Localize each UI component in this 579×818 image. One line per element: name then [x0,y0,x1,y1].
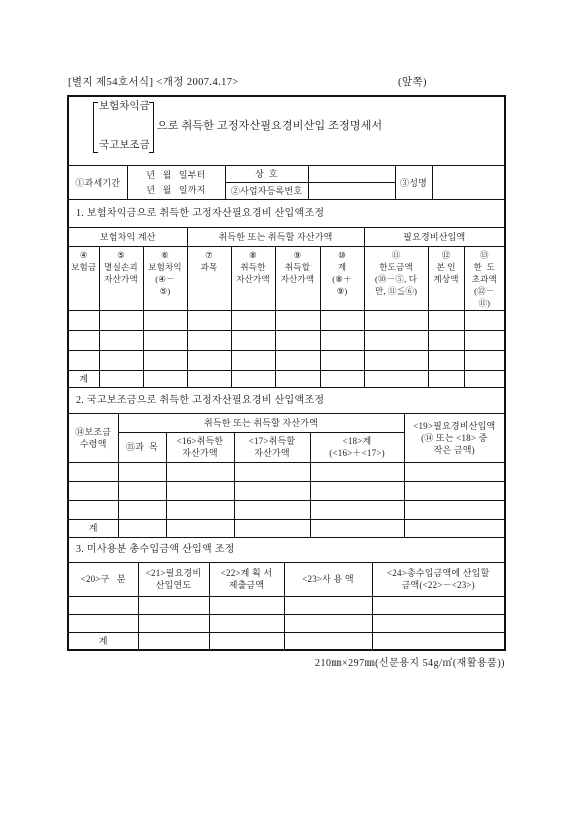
s1-col-total: ⑩ 계 (⑧＋ ⑨) [320,246,364,310]
s2-total-cell [166,519,234,537]
s2-data-cell [118,500,166,519]
s3-data-cell [372,614,504,632]
s1-total-label: 계 [69,370,99,387]
s1-data-cell [320,350,364,370]
s2-total-label: 계 [69,519,118,537]
title-option-insurance-gain: 보험차익금 [99,101,150,112]
s2-data-cell [310,500,404,519]
s1-col-lost-asset-value: ⑤ 멸실손괴 자산가액 [99,246,143,310]
s1-data-cell [143,350,187,370]
s1-total-cell [428,370,464,387]
s1-col-insurance-gain: ⑥ 보험차익 (④－ ⑤) [143,246,187,310]
s1-data-cell [320,330,364,350]
s2-data-cell [118,462,166,481]
s2-total-cell [404,519,504,537]
section3-table-block [69,563,504,649]
section3-heading-block [69,538,504,563]
s3-col-category: <20>구 분 [69,563,138,596]
s2-data-cell [118,481,166,500]
tax-period-range [127,166,225,199]
s1-data-cell [187,350,231,370]
s2-data-row [69,500,504,519]
s2-data-cell [404,462,504,481]
s1-total-cell [364,370,428,387]
s1-data-cell [428,330,464,350]
s1-data-cell [464,330,504,350]
s1-data-cell [69,330,99,350]
s3-data-cell [138,596,209,614]
business-reg-no-field [308,182,395,199]
s1-group-insurance-gain-calc: 보험차익 계산 [69,228,187,246]
s3-data-cell [284,614,372,632]
section3-table [69,563,504,649]
info-block [69,166,504,200]
paper-spec-footer: 210㎜×297㎜(신문용지 54g/㎡(재활용품)) [314,658,505,669]
s2-data-cell [234,462,310,481]
s1-data-row [69,310,504,330]
s1-data-cell [275,330,320,350]
form-sheet [67,95,506,651]
s1-data-row [69,330,504,350]
s2-data-cell [69,500,118,519]
business-reg-no-label: ②사업자등록번호 [225,182,308,199]
title-block [69,97,504,166]
tax-period-label: ①과세기간 [69,166,127,199]
s3-col-used-amount: <23>사 용 액 [284,563,372,596]
s1-data-cell [364,350,428,370]
tax-period-to: 년 월 일까지 [146,184,206,195]
tax-period-from: 년 월 일부터 [146,169,206,180]
s1-col-insurance-money: ④ 보험금 [69,246,99,310]
section1-heading-block [69,200,504,228]
s1-data-cell [428,350,464,370]
s1-col-account: ⑦ 과목 [187,246,231,310]
s1-total-row [69,370,504,387]
s3-total-cell [209,632,284,649]
s3-col-plan-submitted-amount: <22>계 획 서 제출금액 [209,563,284,596]
s2-col-total: <18>계 (<16>＋<17>) [310,432,404,462]
s2-data-cell [404,500,504,519]
s1-data-cell [99,330,143,350]
s3-data-cell [209,614,284,632]
s3-data-row [69,596,504,614]
s2-data-row [69,462,504,481]
section2-heading: 2. 국고보조금으로 취득한 고정자산필요경비 산입액조정 [76,395,325,406]
section2-table [69,414,504,537]
s3-col-deduction-year: <21>필요경비 산입연도 [138,563,209,596]
s3-data-cell [69,614,138,632]
s1-total-cell [231,370,275,387]
s1-group-deductible-amount: 필요경비산입액 [364,228,504,246]
s3-total-cell [284,632,372,649]
s1-group-header-row [69,228,504,246]
s1-total-cell [99,370,143,387]
s1-data-cell [99,350,143,370]
s1-data-cell [187,330,231,350]
s1-total-cell [464,370,504,387]
s1-data-cell [464,310,504,330]
s3-total-cell [138,632,209,649]
section2-heading-block [69,388,504,414]
s1-data-cell [69,350,99,370]
s2-total-cell [234,519,310,537]
s3-data-cell [284,596,372,614]
s2-data-cell [69,481,118,500]
representative-name-label: ③성명 [395,166,432,199]
s3-total-cell [372,632,504,649]
info-row [69,166,504,182]
s1-col-acquired-asset-value: ⑧ 취득한 자산가액 [231,246,275,310]
s2-data-cell [234,500,310,519]
s3-data-cell [69,596,138,614]
s1-total-cell [143,370,187,387]
section3-heading: 3. 미사용분 총수입금액 산입액 조정 [76,544,235,555]
s1-data-cell [364,310,428,330]
info-table [69,166,504,199]
title-option-subsidy: 국고보조금 [99,140,150,151]
s1-col-excess-amount: ⑬ 한 도 초과액 (⑫－ ⑪) [464,246,504,310]
s1-data-cell [187,310,231,330]
page-side-label: (앞쪽) [398,77,427,88]
s2-data-cell [166,500,234,519]
company-name-field [308,166,395,182]
section1-heading: 1. 보험차익금으로 취득한 고정자산필요경비 산입액조정 [76,208,325,219]
s2-total-cell [118,519,166,537]
s2-data-cell [404,481,504,500]
section2-table-block [69,414,504,538]
s2-group-asset-value: 취득한 또는 취득할 자산가액 [118,414,404,432]
s1-data-cell [320,310,364,330]
s2-data-row [69,481,504,500]
s3-col-gross-income-inclusion: <24>총수입금액에 산입할 금액(<22>－<23>) [372,563,504,596]
s1-group-asset-value: 취득한 또는 취득할 자산가액 [187,228,364,246]
s2-col-to-acquire-asset-value: <17>취득할 자산가액 [234,432,310,462]
s2-group-header-row [69,414,504,432]
s3-data-cell [138,614,209,632]
s2-data-cell [69,462,118,481]
s2-col-acquired-asset-value: <16>취득한 자산가액 [166,432,234,462]
s2-total-cell [310,519,404,537]
s3-data-cell [209,596,284,614]
s2-total-row [69,519,504,537]
s1-data-cell [99,310,143,330]
s1-data-cell [275,310,320,330]
title-bracket-left [93,102,98,153]
form-title: 으로 취득한 고정자산필요경비산입 조정명세서 [157,120,383,132]
s2-data-cell [310,462,404,481]
s1-data-cell [69,310,99,330]
s2-data-cell [310,481,404,500]
s1-data-cell [231,350,275,370]
s3-total-row [69,632,504,649]
s1-data-cell [275,350,320,370]
s1-total-cell [275,370,320,387]
representative-name-field [432,166,504,199]
form-number-label: [별지 제54호서식] <개정 2007.4.17> [68,77,239,88]
s1-total-cell [320,370,364,387]
s3-column-header-row [69,563,504,596]
s1-col-recorded-amount: ⑫ 본 인 계상액 [428,246,464,310]
s3-total-label: 계 [69,632,138,649]
s1-data-cell [464,350,504,370]
s2-col-account: ⑮과 목 [118,432,166,462]
s1-col-to-acquire-asset-value: ⑨ 취득할 자산가액 [275,246,320,310]
s3-data-cell [372,596,504,614]
s1-data-cell [143,330,187,350]
section1-table-block [69,228,504,388]
s1-data-cell [364,330,428,350]
s2-data-cell [166,481,234,500]
section1-table [69,228,504,387]
s3-data-row [69,614,504,632]
s2-data-cell [234,481,310,500]
s1-column-header-row [69,246,504,310]
s2-data-cell [166,462,234,481]
s2-col-deductible-amount: <19>필요경비산입액 (⑭ 또는 <18> 중 작은 금액) [404,414,504,462]
s1-col-limit-amount: ⑪ 한도금액 (⑩－⑤, 다 만, ⑪≦⑥) [364,246,428,310]
s1-data-row [69,350,504,370]
company-name-label: 상 호 [225,166,308,182]
s1-data-cell [143,310,187,330]
s1-total-cell [187,370,231,387]
s1-data-cell [231,310,275,330]
s1-data-cell [428,310,464,330]
s2-col-subsidy-received: ⑭보조금 수령액 [69,414,118,462]
s1-data-cell [231,330,275,350]
